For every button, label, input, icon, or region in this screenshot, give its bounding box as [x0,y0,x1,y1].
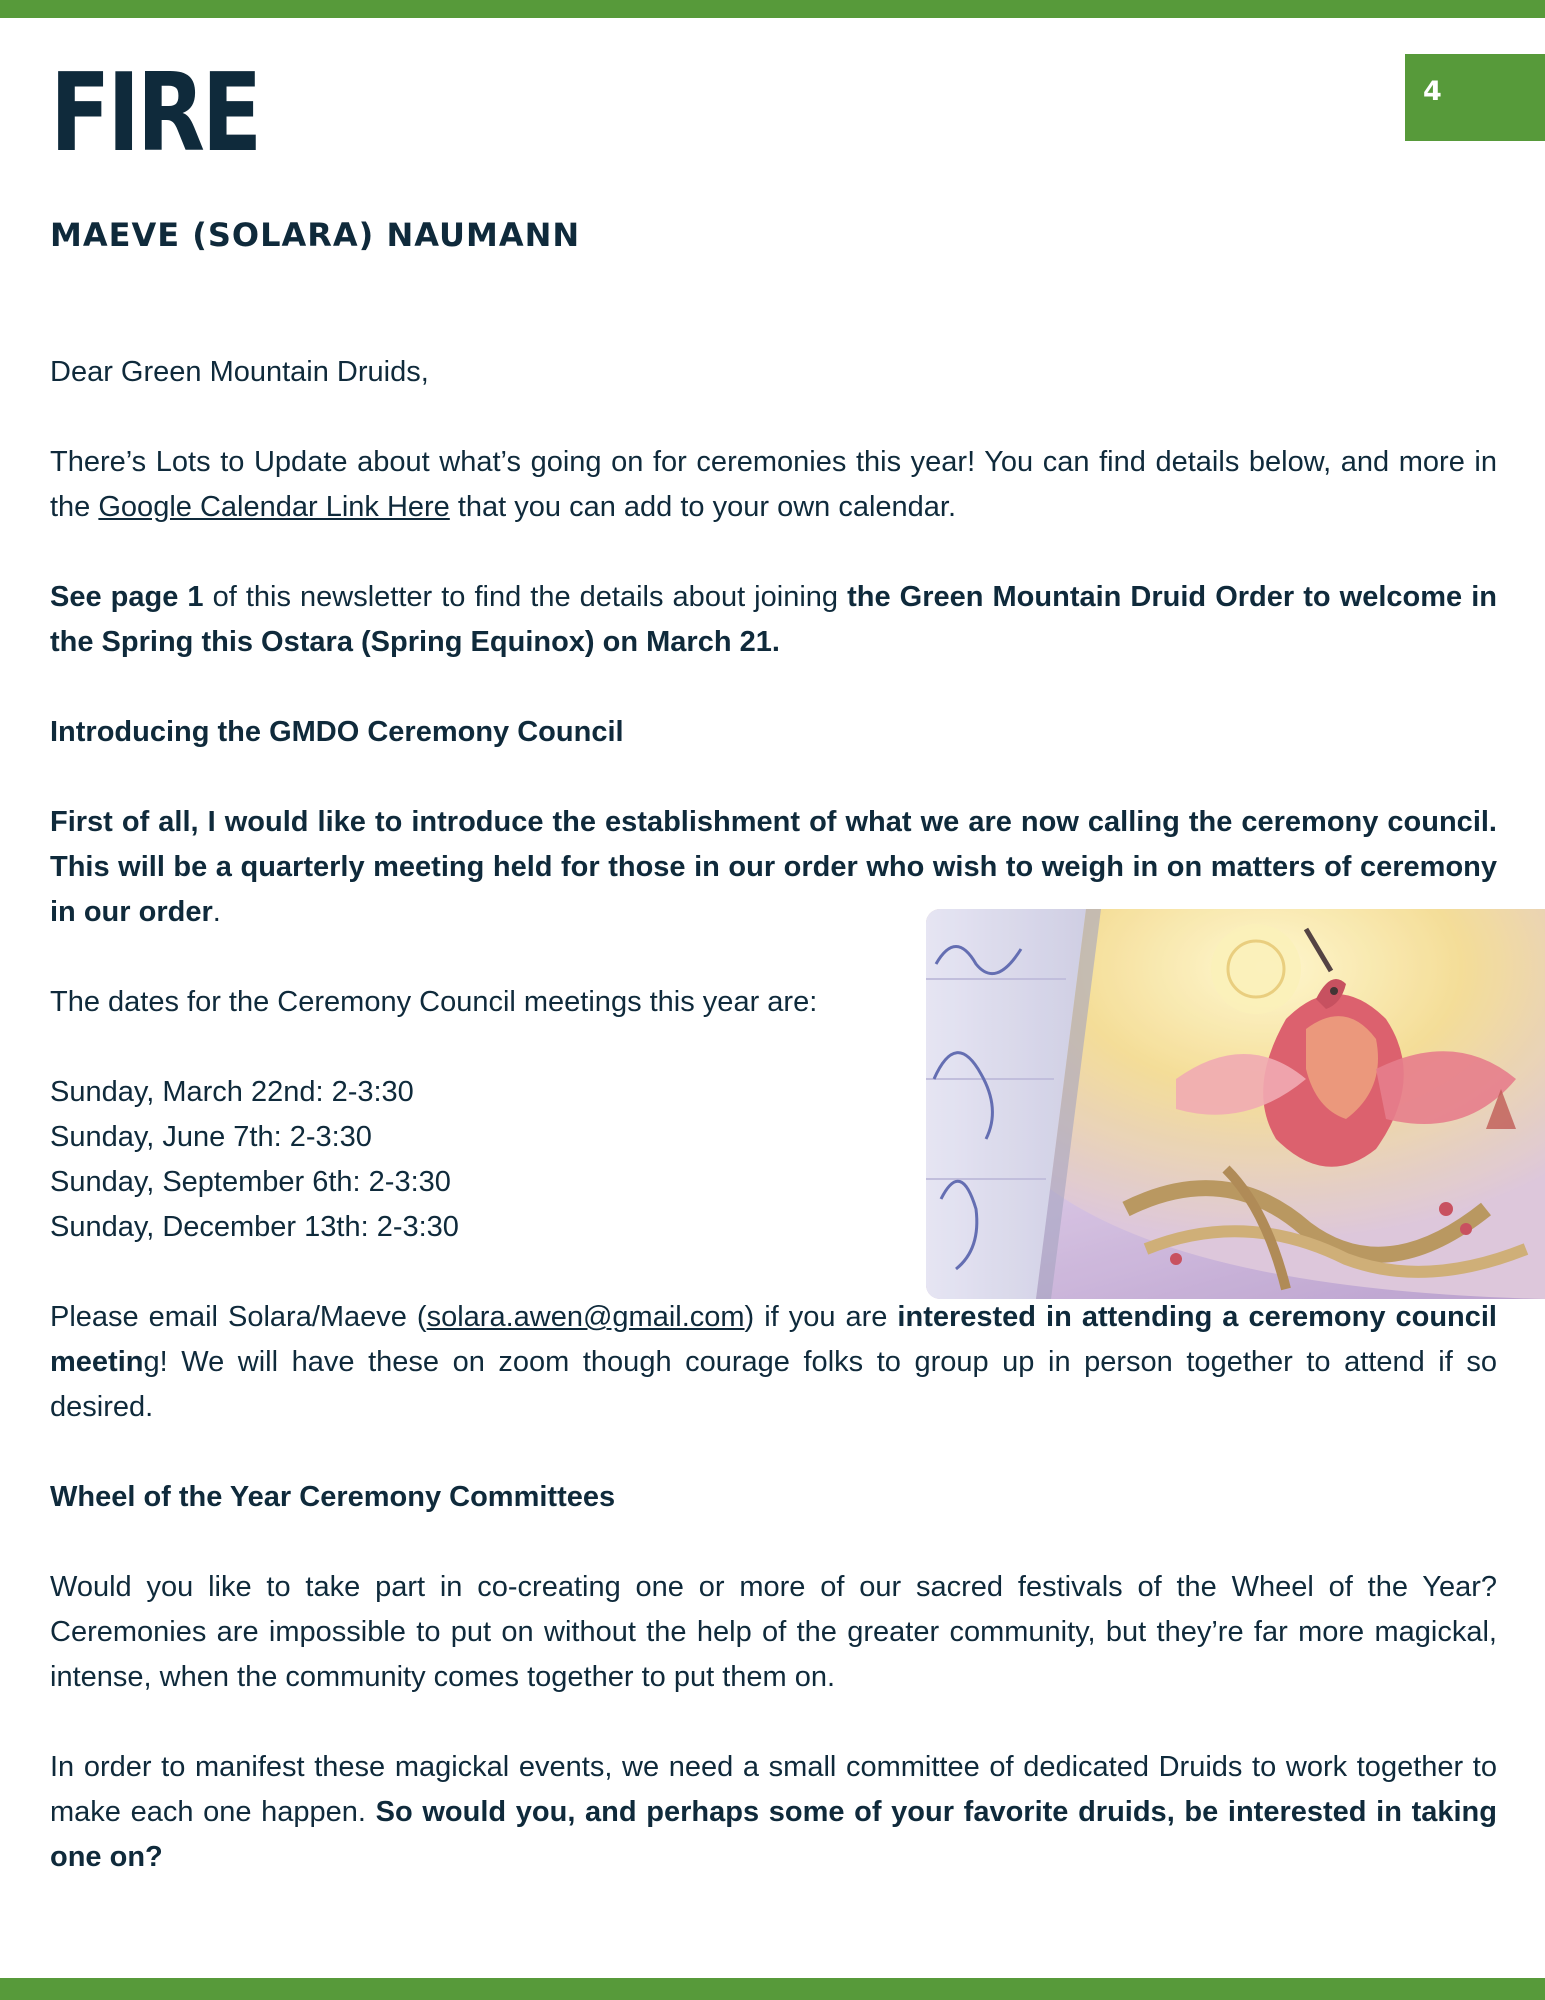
date-list-item: Sunday, December 13th: 2-3:30 [50,1211,459,1243]
bird-illustration [926,909,1545,1299]
date-list-item: Sunday, June 7th: 2-3:30 [50,1121,372,1153]
paragraph-council: First of all, I would like to introduce the establishment of what we are now calling the ceremony council. This will be a quarterly meeting held for those in our order who wish to weigh in on matters of ceremony in our order. [50,806,1497,928]
dates-intro: The dates for the Ceremony Council meetings this year are: [50,986,818,1018]
bottom-accent-bar [0,1978,1545,2000]
page-number: 4 [1423,76,1442,107]
paragraph-ostara: See page 1 of this newsletter to find the details about joining the Green Mountain Druid Order to welcome in the Spring this Ostara (Spring Equinox) on March 21. [50,581,1497,658]
heading-wheel-committees: Wheel of the Year Ceremony Committees [50,1481,616,1513]
paragraph-email: Please email Solara/Maeve (solara.awen@gmail.com) if you are interested in attending a ceremony council meeting! We will have these on zoom though courage folks to group up in person together to attend if so desired. [50,1301,1497,1423]
author-name: MAEVE (SOLARA) NAUMANN [50,216,581,254]
paragraph-wheel: Would you like to take part in co-creating one or more of our sacred festivals of the Wheel of the Year? Ceremonies are impossible to put on without the help of the greater community, but they’re far more magickal, intense, when the community comes together to put them on. [50,1571,1497,1693]
paragraph-committee: In order to manifest these magickal events, we need a small committee of dedicated Druids to work together to make each one happen. So would you, and perhaps some of your favorite druids, be interested in taking one on? [50,1751,1497,1873]
paragraph-intro: There’s Lots to Update about what’s going on for ceremonies this year! You can find details below, and more in the Google Calendar Link Here that you can add to your own calendar. [50,446,1497,523]
date-list-item: Sunday, March 22nd: 2-3:30 [50,1076,414,1108]
heading-ceremony-council: Introducing the GMDO Ceremony Council [50,716,624,748]
page-number-badge [1405,54,1545,141]
page-title: FIRE [50,51,260,176]
top-accent-bar [0,0,1545,18]
email-link[interactable]: solara.awen@gmail.com [426,1301,745,1333]
date-list-item: Sunday, September 6th: 2-3:30 [50,1166,451,1198]
google-calendar-link[interactable]: Google Calendar Link Here [98,491,450,523]
greeting: Dear Green Mountain Druids, [50,356,429,388]
